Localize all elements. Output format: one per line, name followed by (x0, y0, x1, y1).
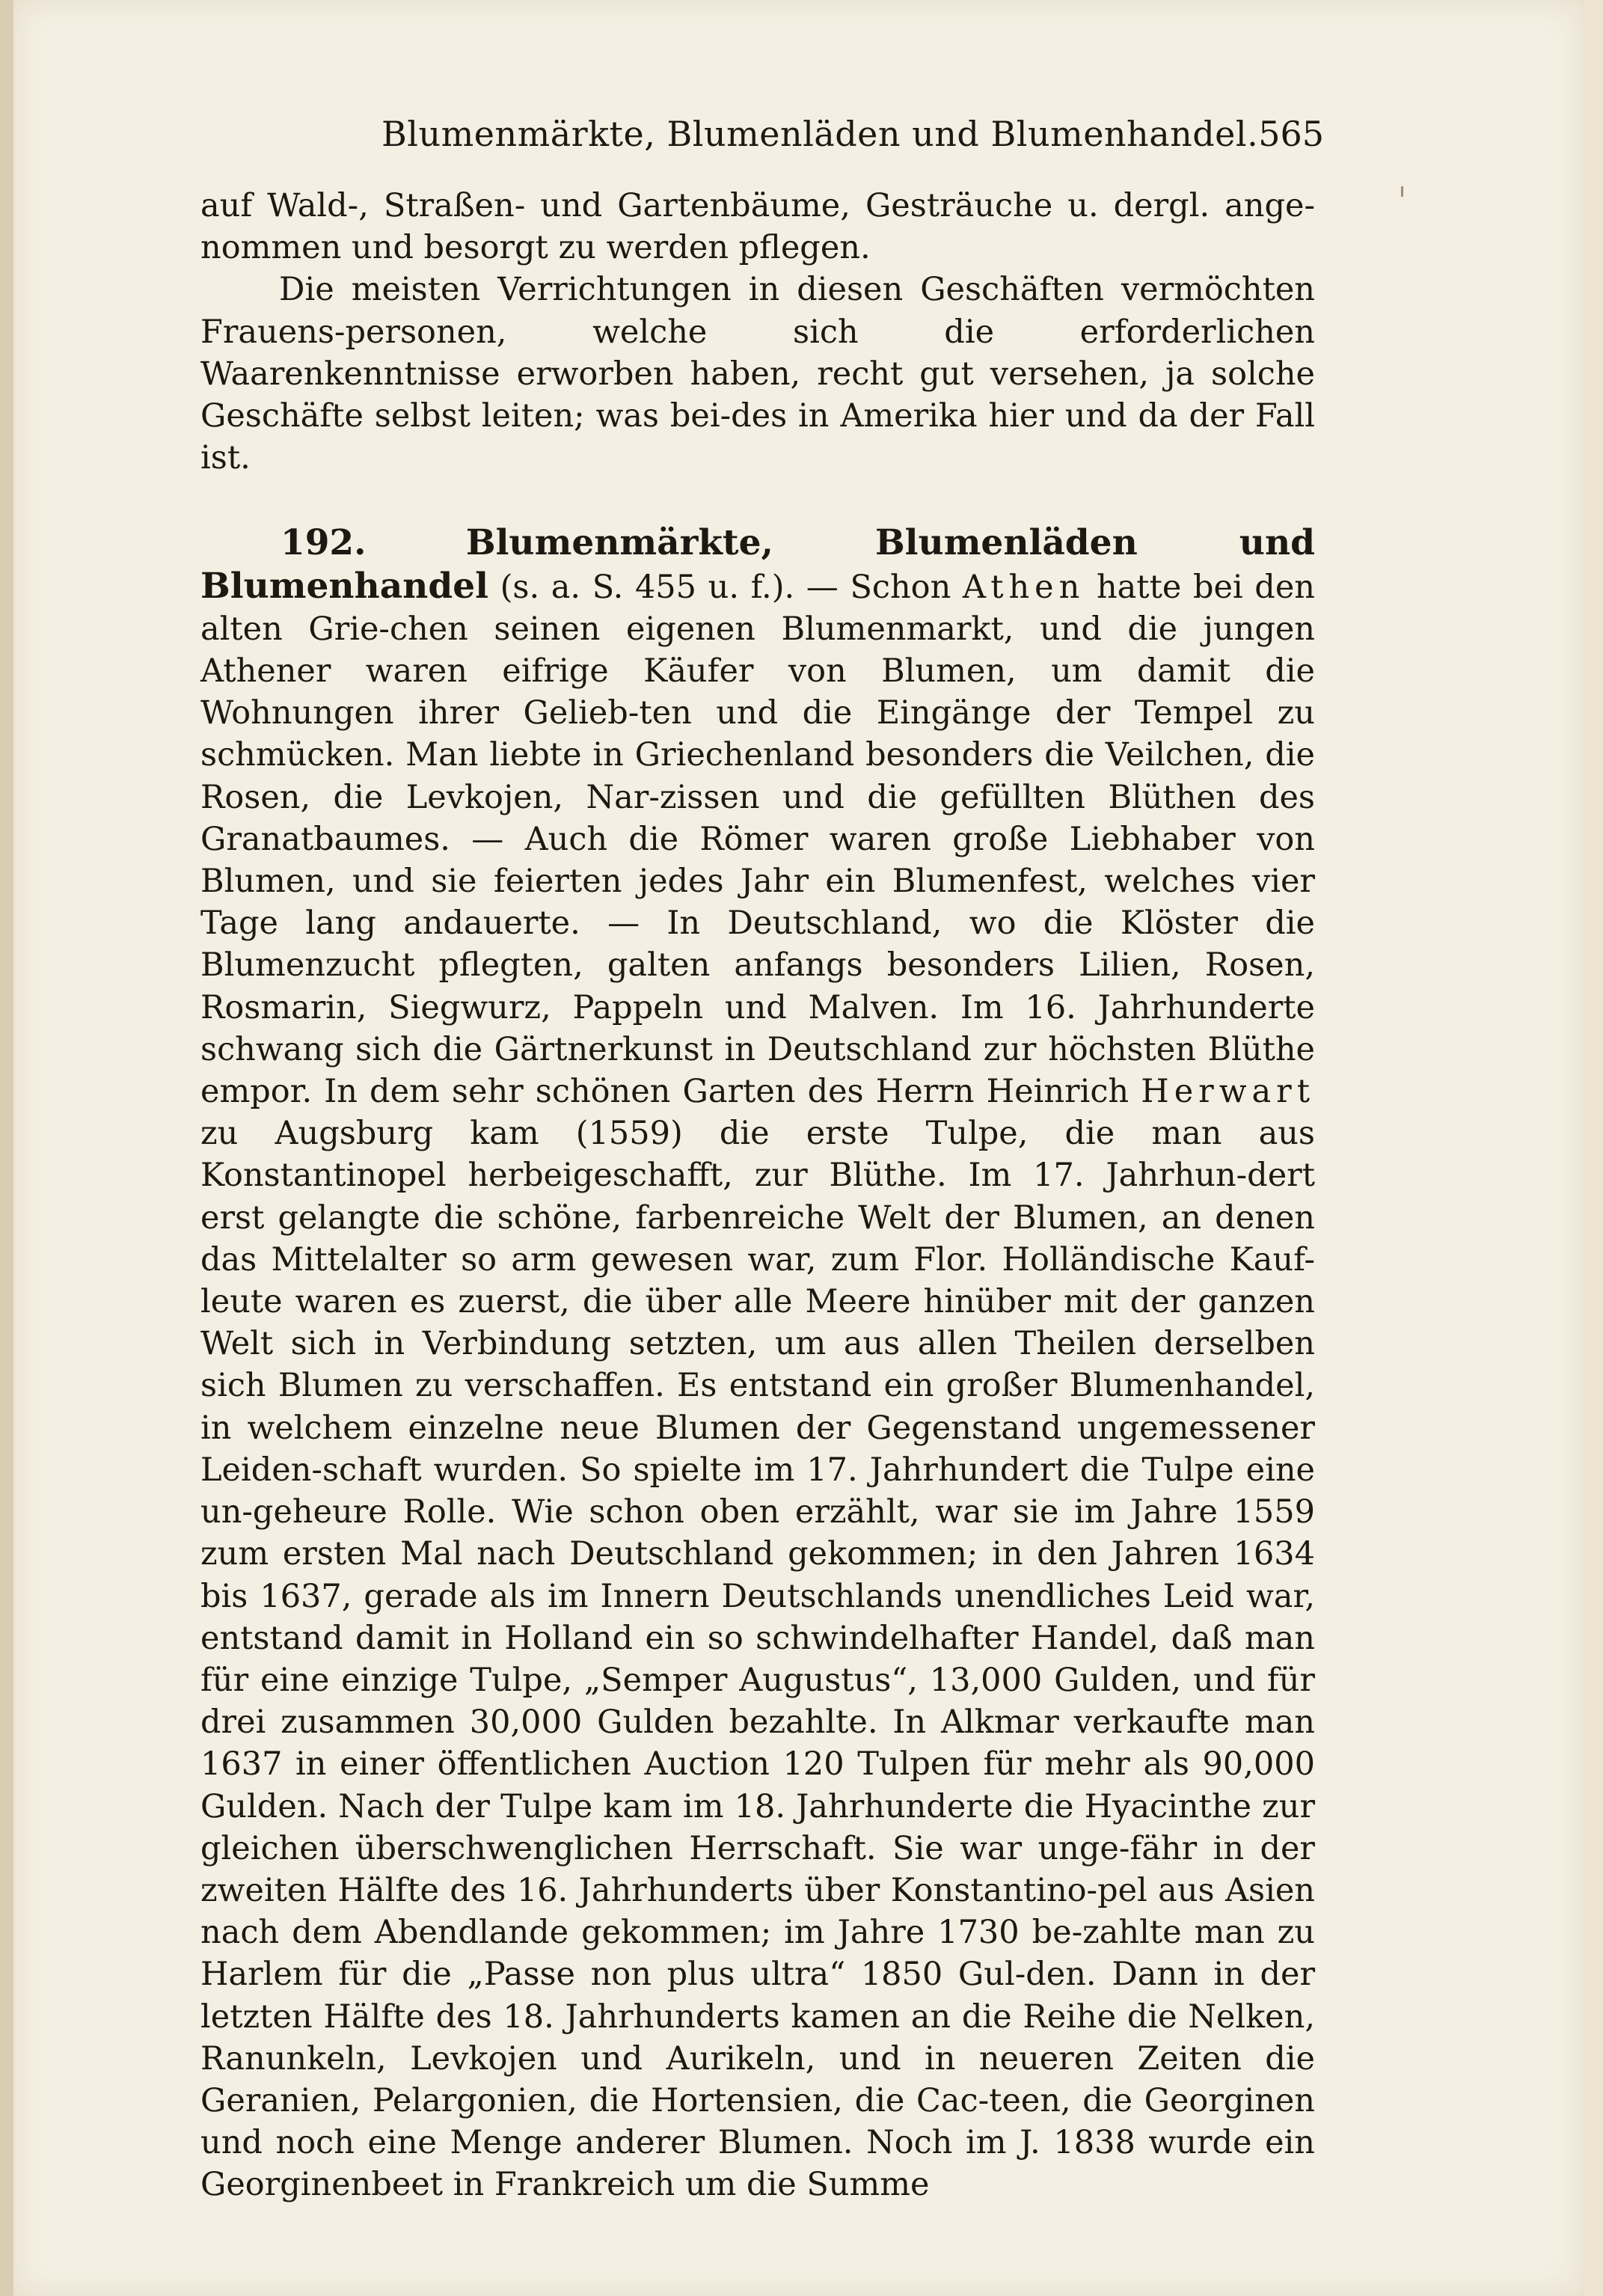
paragraph-continuation: auf Wald-, Straßen- und Gartenbäume, Gesträuche u. dergl. ange-nommen und besorgt zu werden pflegen. (200, 187, 1315, 267)
page-header (194, 114, 1324, 159)
section-number: 192. (281, 522, 367, 564)
section-192 (200, 522, 1315, 2205)
section-title: Blumenmärkte, Blumenläden und Blumenhandel (200, 522, 1315, 607)
margin-speck (1401, 186, 1403, 197)
running-title: Blumenmärkte, Blumenläden und Blumenhandel. (381, 114, 1259, 154)
paragraph: Die meisten Verrichtungen in diesen Geschäften vermöchten Frauens-personen, welche sich die erforderlichen Waarenkenntnisse erworben haben, recht gut versehen, ja solche Geschäfte selbst leiten; was bei-des in Amerika hier und da der Fall ist. (200, 271, 1315, 477)
book-spine-edge (0, 0, 13, 2296)
section-text-2: zu Augsburg kam (1559) die erste Tulpe, die man aus Konstantinopel herbeigeschafft, zur Blüthe. Im 17. Jahrhun-dert erst gelangte die schöne, farbenreiche Welt der Blumen, an denen das Mittelalter so arm gewesen war, zum Flor. Holländische Kauf-leute waren es zuerst, die über alle Meere hinüber mit der ganzen Welt sich in Verbindung setzten, um aus allen Theilen derselben sich Blumen zu verschaffen. Es entstand ein großer Blumenhandel, in welchem einzelne neue Blumen der Gegenstand ungemessener Leiden-schaft wurden. So spielte im 17. Jahrhundert die Tulpe eine un-geheure Rolle. Wie schon oben erzählt, war sie im Jahre 1559 zum ersten Mal nach Deutschland gekommen; in den Jahren 1634 bis 1637, gerade als im Innern Deutschlands unendliches Leid war, entstand damit in Holland ein so schwindelhafter Handel, daß man für eine einzige Tulpe, „Semper Augustus“, 13,000 Gulden, und für drei zusammen 30,000 Gulden bezahlte. In Alkmar verkaufte man 1637 in einer öffentlichen Auction 120 Tulpen für mehr als 90,000 Gulden. Nach der Tulpe kam im 18. Jahrhunderte die Hyacinthe zur gleichen überschwenglichen Herrschaft. Sie war unge-fähr in der zweiten Hälfte des 16. Jahrhunderts über Konstantino-pel aus Asien nach dem Abendlande gekommen; im Jahre 1730 be-zahlte man zu Harlem für die „Passe non plus ultra“ 1850 Gul-den. Dann in der letzten Hälfte des 18. Jahrhunderts kamen an die Reihe die Nelken, Ranunkeln, Levkojen und Aurikeln, und in neueren Zeiten die Geranien, Pelargonien, die Hortensien, die Cac-teen, die Georginen und noch eine Menge anderer Blumen. Noch im J. 1838 wurde ein Georginenbeet in Frankreich um die Summe (200, 1115, 1315, 2204)
page-number: 565 (1258, 114, 1324, 154)
section-text-1: hatte bei den alten Grie-chen seinen eigenen Blumenmarkt, und die jungen Athener waren eifrige Käufer von Blumen, um damit die Wohnungen ihrer Gelieb-ten und die Eingänge der Tempel zu schmücken. Man liebte in Griechenland besonders die Veilchen, die Rosen, die Levkojen, Nar-zissen und die gefüllten Blüthen des Granatbaumes. — Auch die Römer waren große Liebhaber von Blumen, und sie feierten jedes Jahr ein Blumenfest, welches vier Tage lang andauerte. — In Deutschland, wo die Klöster die Blumenzucht pflegten, galten anfangs besonders Lilien, Rosen, Rosmarin, Siegwurz, Pappeln und Malven. Im 16. Jahrhunderte schwang sich die Gärtnerkunst in Deutschland zur höchsten Blüthe empor. In dem sehr schönen Garten des Herrn Heinrich (200, 568, 1315, 1111)
spaced-name-athen: Athen (962, 568, 1085, 606)
spaced-name-herwart: Herwart (1141, 1073, 1315, 1111)
page-body (200, 185, 1315, 2206)
section-text-intro: (s. a. S. 455 u. f.). — Schon (500, 568, 963, 606)
